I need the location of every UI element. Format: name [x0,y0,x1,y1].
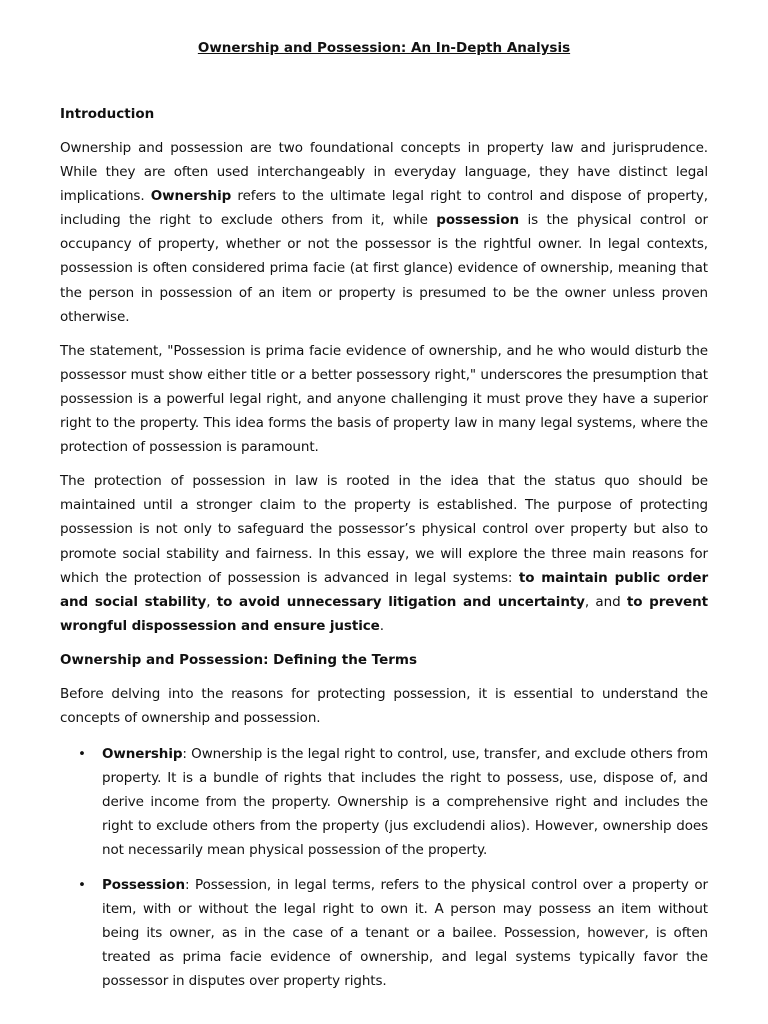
p3-bold-reason-3: to prevent wrongful dispossession and ensure justice [60,593,708,634]
p3-text-a: The protection of possession in law is rooted in the idea that the status quo should be maintained until a stronger claim to the property is established. The purpose of protecting possession is not only to safeguard the possessor’s physical control over property but also to promote social stability and fairness. In this essay, we will explore the three main reasons for which the protection of possession is advanced in legal systems: [60,473,708,586]
p3-bold-reason-2: to avoid unnecessary litigation and uncertainty [216,593,585,610]
p1-text-d: is the physical control or occupancy of property, whether or not the possessor is the rightful owner. In legal contexts, possession is often considered prima facie (at first glance) evidence of ownership, meaning that the person in possession of an item or property is presumed to be the owner unless proven otherwise. [60,212,708,325]
defining-paragraph: Before delving into the reasons for protecting possession, it is essential to understand the concepts of ownership and possession. [60,685,708,726]
bullet-icon: • [78,876,86,893]
bullet-icon: • [78,746,86,763]
p1-text-a: Ownership and possession are two foundational concepts in property law and jurisprudence. While they are often used interchangeably in everyday language, they have distinct legal implications. [60,140,708,205]
intro-paragraph-3 [60,469,708,638]
p3-text-d: , and [584,593,627,610]
p3-text-c: , [206,593,217,610]
intro-paragraph-2: The statement, "Possession is prima facie evidence of ownership, and he who would disturb the possessor must show either title or a better possessory right," underscores the presumption that possession is a powerful legal right, and anyone challenging it must prove they have a superior right to the property. This idea forms the basis of property law in many legal systems, where the protection of possession is paramount. [60,342,708,456]
ownership-definition [102,742,708,862]
list-item [60,742,708,862]
introduction-heading: Introduction [60,106,155,122]
definitions-list [60,742,708,993]
ownership-text: : Ownership is the legal right to control, use, transfer, and exclude others from property. It is a bundle of rights that includes the right to possess, use, dispose of, and derive income from the property. Ownership is a comprehensive right and includes the right to exclude others from the property (jus excludendi alios). However, ownership does not necessarily mean physical possession of the property. [102,746,708,859]
p1-text-c: refers to the ultimate legal right to control and dispose of property, including the right to exclude others from it, while [60,188,708,229]
defining-terms-heading: Ownership and Possession: Defining the Terms [60,651,418,668]
possession-text: : Possession, in legal terms, refers to the physical control over a property or item, with or without the legal right to own it. A person may possess an item without being its owner, as in the case of a tenant or a bailee. Possession, however, is often treated as prima facie evidence of ownership, and legal systems typically favor the possessor in disputes over property rights. [102,876,708,989]
p3-bold-reason-1: to maintain public order and social stability [60,569,709,610]
p1-bold-possession: possession [436,212,519,229]
p3-text-e: . [379,617,384,634]
intro-paragraph-1 [60,136,708,329]
p1-bold-ownership: Ownership [150,188,232,205]
possession-term: Possession [102,876,185,893]
list-item [60,873,708,993]
ownership-term: Ownership [102,746,183,763]
possession-definition [102,873,708,993]
document-title: Ownership and Possession: An In-Depth Analysis [197,40,571,56]
